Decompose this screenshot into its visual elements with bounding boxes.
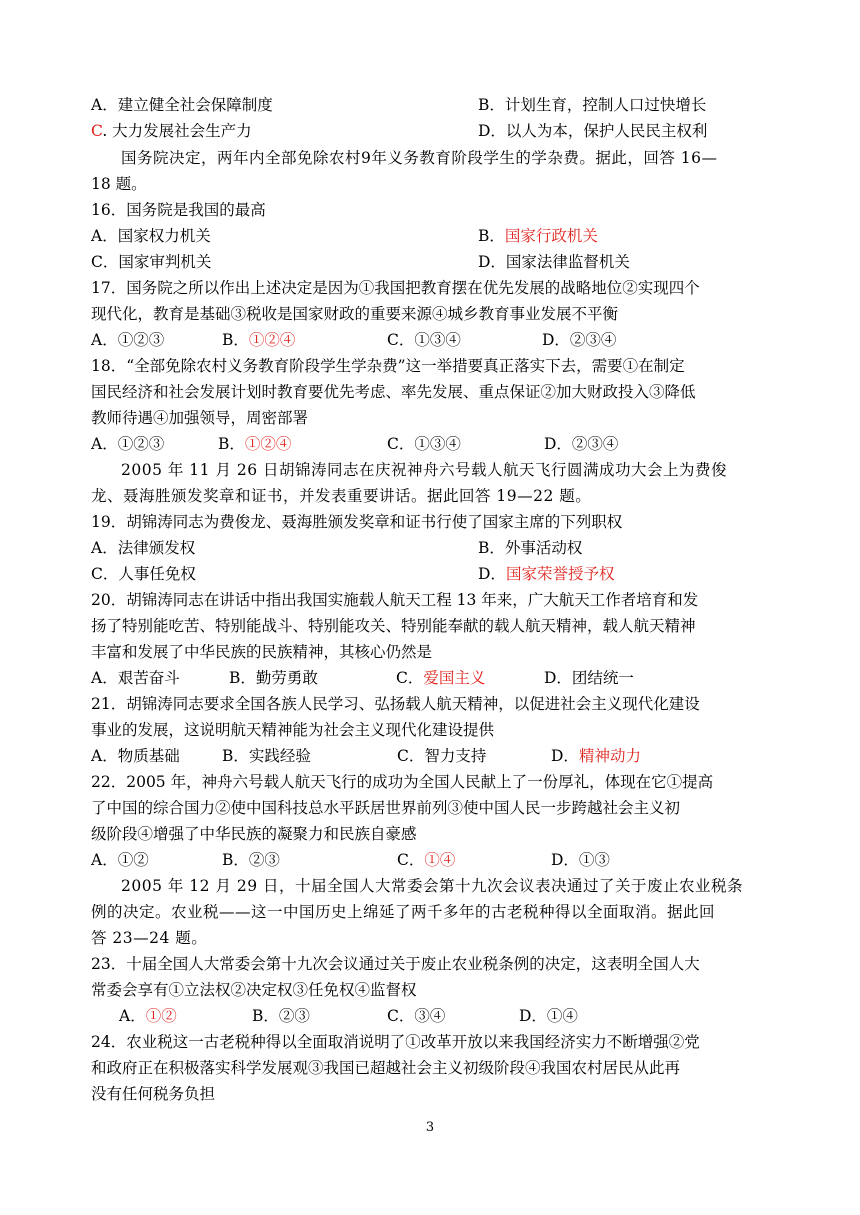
q24-stem-line3: 没有任何税务负担 [91,1085,216,1103]
q19-options-row2 [91,561,615,587]
q24-stem-line2: 和政府正在积极落实科学发展观③我国已超越社会主义初级阶段④我国农村居民从此再 [91,1059,681,1077]
q23-stem-line1: 23．十届全国人大常委会第十九次会议通过关于废止农业税条例的决定，这表明全国人大 [91,955,700,973]
q20-option-d: D．团结统一 [544,669,634,687]
q15-option-a: A．建立健全社会保障制度 [91,96,273,114]
q15-options-row1 [91,92,707,118]
q22-option-b: B．②③ [222,851,280,869]
q20-option-b: B．勤劳勇敢 [229,669,318,687]
q15-option-c-text: . 大力发展社会生产力 [102,122,252,140]
intro-19-line1: 2005 年 11 月 26 日胡锦涛同志在庆祝神舟六号载人航天飞行圆满成功大会上为费俊 [121,461,728,479]
q19-option-d-letter: D． [478,565,506,583]
q23-option-a-letter: A． [119,1007,146,1025]
q21-options [91,743,641,769]
q19-stem: 19．胡锦涛同志为费俊龙、聂海胜颁发奖章和证书行使了国家主席的下列职权 [91,513,623,531]
q18-option-c: C．①③④ [387,435,461,453]
q17-option-a: A．①②③ [91,331,165,349]
q15-option-b: B．计划生育，控制人口过快增长 [478,96,707,114]
q22-stem-line2: 了中国的综合国力②使中国科技总水平跃居世界前列③使中国人民一步跨越社会主义初 [91,799,681,817]
q19-option-c: C．人事任免权 [91,565,196,583]
q23-option-c: C．③④ [387,1007,446,1025]
q15-options-row2 [91,118,708,144]
q22-option-d: D．①③ [551,851,610,869]
q20-option-c [396,665,485,691]
q21-option-b: B．实践经验 [222,747,311,765]
q16-option-b-answer: 国家行政机关 [504,227,598,245]
q20-option-c-answer: 爱国主义 [423,669,486,687]
q21-option-a: A．物质基础 [91,747,180,765]
q22-option-c [397,847,455,873]
q18-stem-line1: 18．“全部免除农村义务教育阶段学生学杂费”这一举措要真正落实下去，需要①在制定 [91,357,685,375]
q18-option-d: D．②③④ [544,435,619,453]
q17-option-c: C．①③④ [387,331,461,349]
q17-options [91,327,617,353]
q20-option-c-letter: C． [396,669,424,687]
q23-option-a [119,1007,177,1025]
q19-option-d-answer: 国家荣誉授予权 [505,565,615,583]
q21-option-d-answer: 精神动力 [578,747,641,765]
q16-option-b [478,223,598,249]
intro-23-line2: 例的决定。农业税——这一中国历史上绵延了两千多年的古老税种得以全面取消。据此回 [91,903,716,921]
q19-option-a: A．法律颁发权 [91,539,196,557]
intro-16-line2: 18 题。 [91,175,147,193]
q22-stem-line3: 级阶段④增强了中华民族的凝聚力和民族自豪感 [91,825,417,843]
q17-stem-line2: 现代化，教育是基础③税收是国家财政的重要来源④城乡教育事业发展不平衡 [91,305,619,323]
q17-option-b [222,327,295,353]
intro-16-line1: 国务院决定，两年内全部免除农村9年义务教育阶段学生的学杂费。据此，回答 16— [121,149,718,167]
q23-option-a-answer: ①② [145,1007,177,1025]
q23-option-b: B．②③ [252,1007,310,1025]
page-number: 3 [425,1120,435,1135]
q17-stem-line1: 17．国务院之所以作出上述决定是因为①我国把教育摆在优先发展的战略地位②实现四个 [91,279,700,297]
q22-option-c-letter: C． [397,851,425,869]
q17-option-d: D．②③④ [542,331,617,349]
q21-option-c: C．智力支持 [397,747,487,765]
q18-option-b [218,431,291,457]
q21-option-d [551,743,641,769]
q18-option-a: A．①②③ [91,435,165,453]
q16-option-d: D．国家法律监督机关 [478,253,630,271]
q15-option-c-letter: C [91,122,103,140]
q18-options [91,431,619,457]
q24-stem-line1: 24．农业税这一古老税种得以全面取消说明了①改革开放以来我国经济实力不断增强②党 [91,1033,700,1051]
q15-option-c [91,122,252,140]
q18-option-b-letter: B． [218,435,245,453]
q18-option-b-answer: ①②④ [244,435,292,453]
q23-option-d: D．①④ [519,1007,578,1025]
q21-stem-line2: 事业的发展，这说明航天精神能为社会主义现代化建设提供 [91,721,495,739]
q16-options-row1 [91,223,598,249]
q16-options-row2 [91,249,630,275]
q21-stem-line1: 21．胡锦涛同志要求全国各族人民学习、弘扬载人航天精神，以促进社会主义现代化建设 [91,695,700,713]
q16-option-a: A．国家权力机关 [91,227,211,245]
q22-stem-line1: 22．2005 年，神舟六号载人航天飞行的成功为全国人民献上了一份厚礼，体现在它①提高 [91,773,714,791]
q22-options [91,847,610,873]
q19-option-b: B．外事活动权 [478,539,583,557]
q20-options [91,665,634,691]
q21-option-d-letter: D． [551,747,579,765]
q15-option-d: D．以人为本，保护人民民主权利 [478,122,708,140]
q20-stem-line1: 20．胡锦涛同志在讲话中指出我国实施载人航天工程 13 年来，广大航天工作者培育和发 [91,591,699,609]
intro-19-line2: 龙、聂海胜颁发奖章和证书，并发表重要讲话。据此回答 19—22 题。 [91,487,592,505]
q16-option-c: C．国家审判机关 [91,253,212,271]
q20-stem-line3: 丰富和发展了中华民族的民族精神，其核心仍然是 [91,643,433,661]
q20-option-a: A．艰苦奋斗 [91,669,180,687]
q22-option-a: A．①② [91,851,149,869]
q23-stem-line2: 常委会享有①立法权②决定权③任免权④监督权 [91,981,417,999]
intro-23-line3: 答 23—24 题。 [91,929,208,947]
q20-stem-line2: 扬了特别能吃苦、特别能战斗、特别能攻关、特别能奉献的载人航天精神，载人航天精神 [91,617,696,635]
q22-option-c-answer: ①④ [424,851,456,869]
q18-stem-line3: 教师待遇④加强领导，周密部署 [91,409,309,427]
q16-stem: 16．国务院是我国的最高 [91,201,266,219]
q19-options-row1 [91,535,583,561]
q17-option-b-answer: ①②④ [248,331,296,349]
intro-23-line1: 2005 年 12 月 29 日，十届全国人大常委会第十九次会议表决通过了关于废止农业税条 [121,877,744,895]
q18-stem-line2: 国民经济和社会发展计划时教育要优先考虑、率先发展、重点保证②加大财政投入③降低 [91,383,696,401]
q16-option-b-letter: B． [478,227,505,245]
q23-options [119,1003,578,1029]
q19-option-d [478,561,614,587]
q17-option-b-letter: B． [222,331,249,349]
